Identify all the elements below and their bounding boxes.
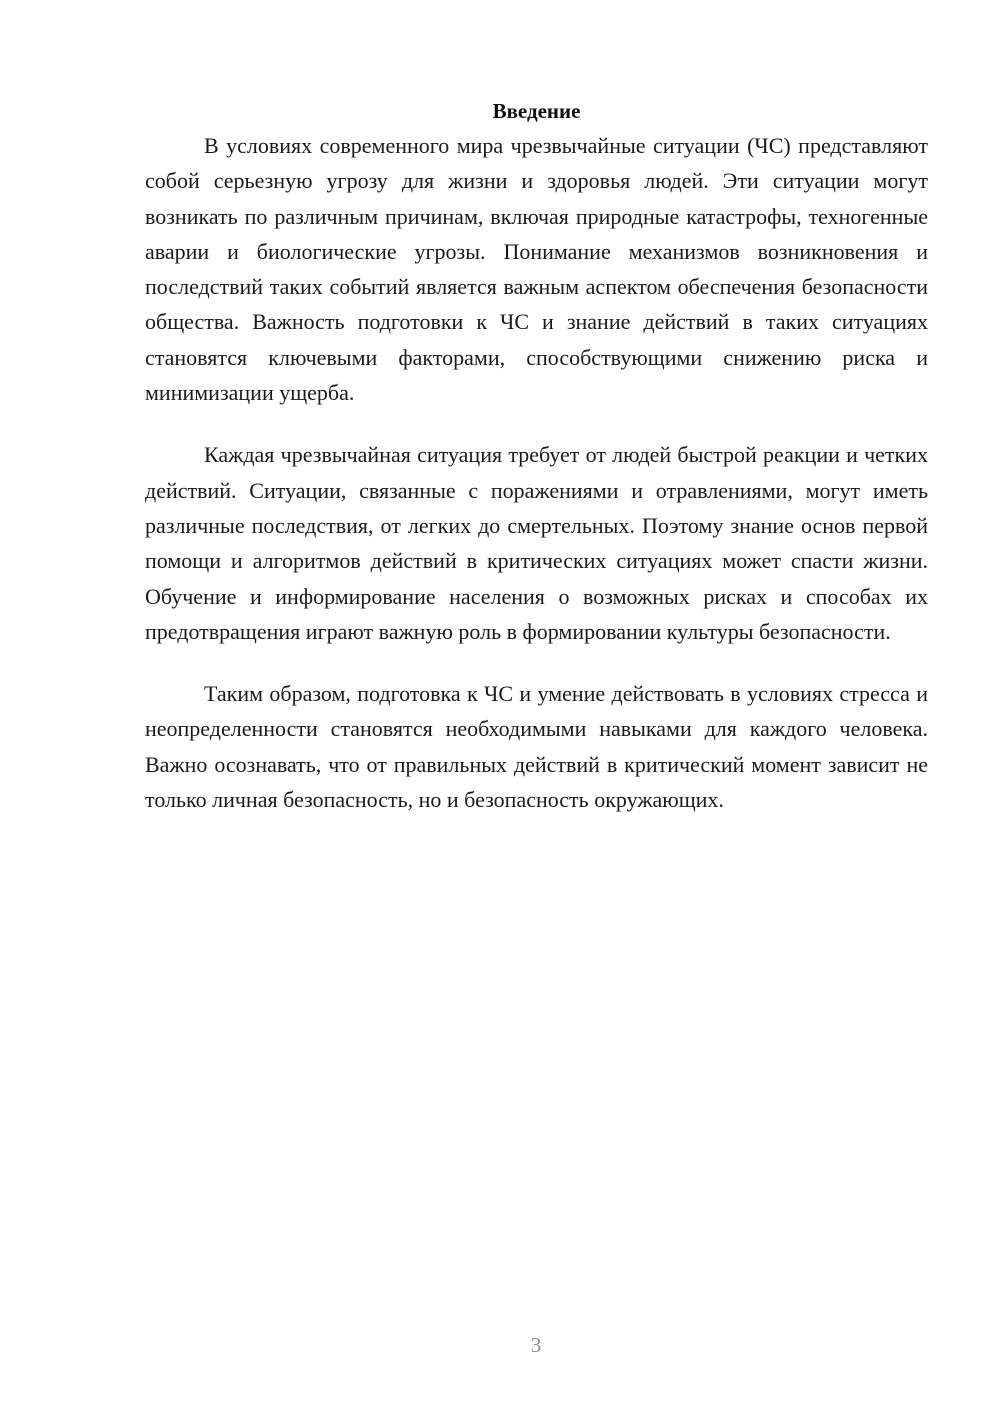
paragraph-1: В условиях современного мира чрезвычайные ситуации (ЧС) представляют собой серьезную угрозу для жизни и здоровья людей. Эти ситуации могут возникать по различным причинам, включая природные катастрофы, техногенные аварии и биологические угрозы. Понимание механизмов возникновения и последствий таких событий является важным аспектом обеспечения безопасности общества. Важность подготовки к ЧС и знание действий в таких ситуациях становятся ключевыми факторами, способствующими снижению риска и минимизации ущерба. [145,133,928,406]
paragraph-3: Таким образом, подготовка к ЧС и умение действовать в условиях стресса и неопределенности становятся необходимыми навыками для каждого человека. Важно осознавать, что от правильных действий в критический момент зависит не только личная безопасность, но и безопасность окружающих. [145,681,928,813]
page-number: 3 [530,1333,542,1357]
section-title: Введение [492,99,581,123]
paragraph-2: Каждая чрезвычайная ситуация требует от людей быстрой реакции и четких действий. Ситуации, связанные с поражениями и отравлениями, могут иметь различные последствия, от легких до смертельных. Поэтому знание основ первой помощи и алгоритмов действий в критических ситуациях может спасти жизни. Обучение и информирование населения о возможных рисках и способах их предотвращения играют важную роль в формировании культуры безопасности. [145,442,928,644]
page-content [145,96,928,817]
